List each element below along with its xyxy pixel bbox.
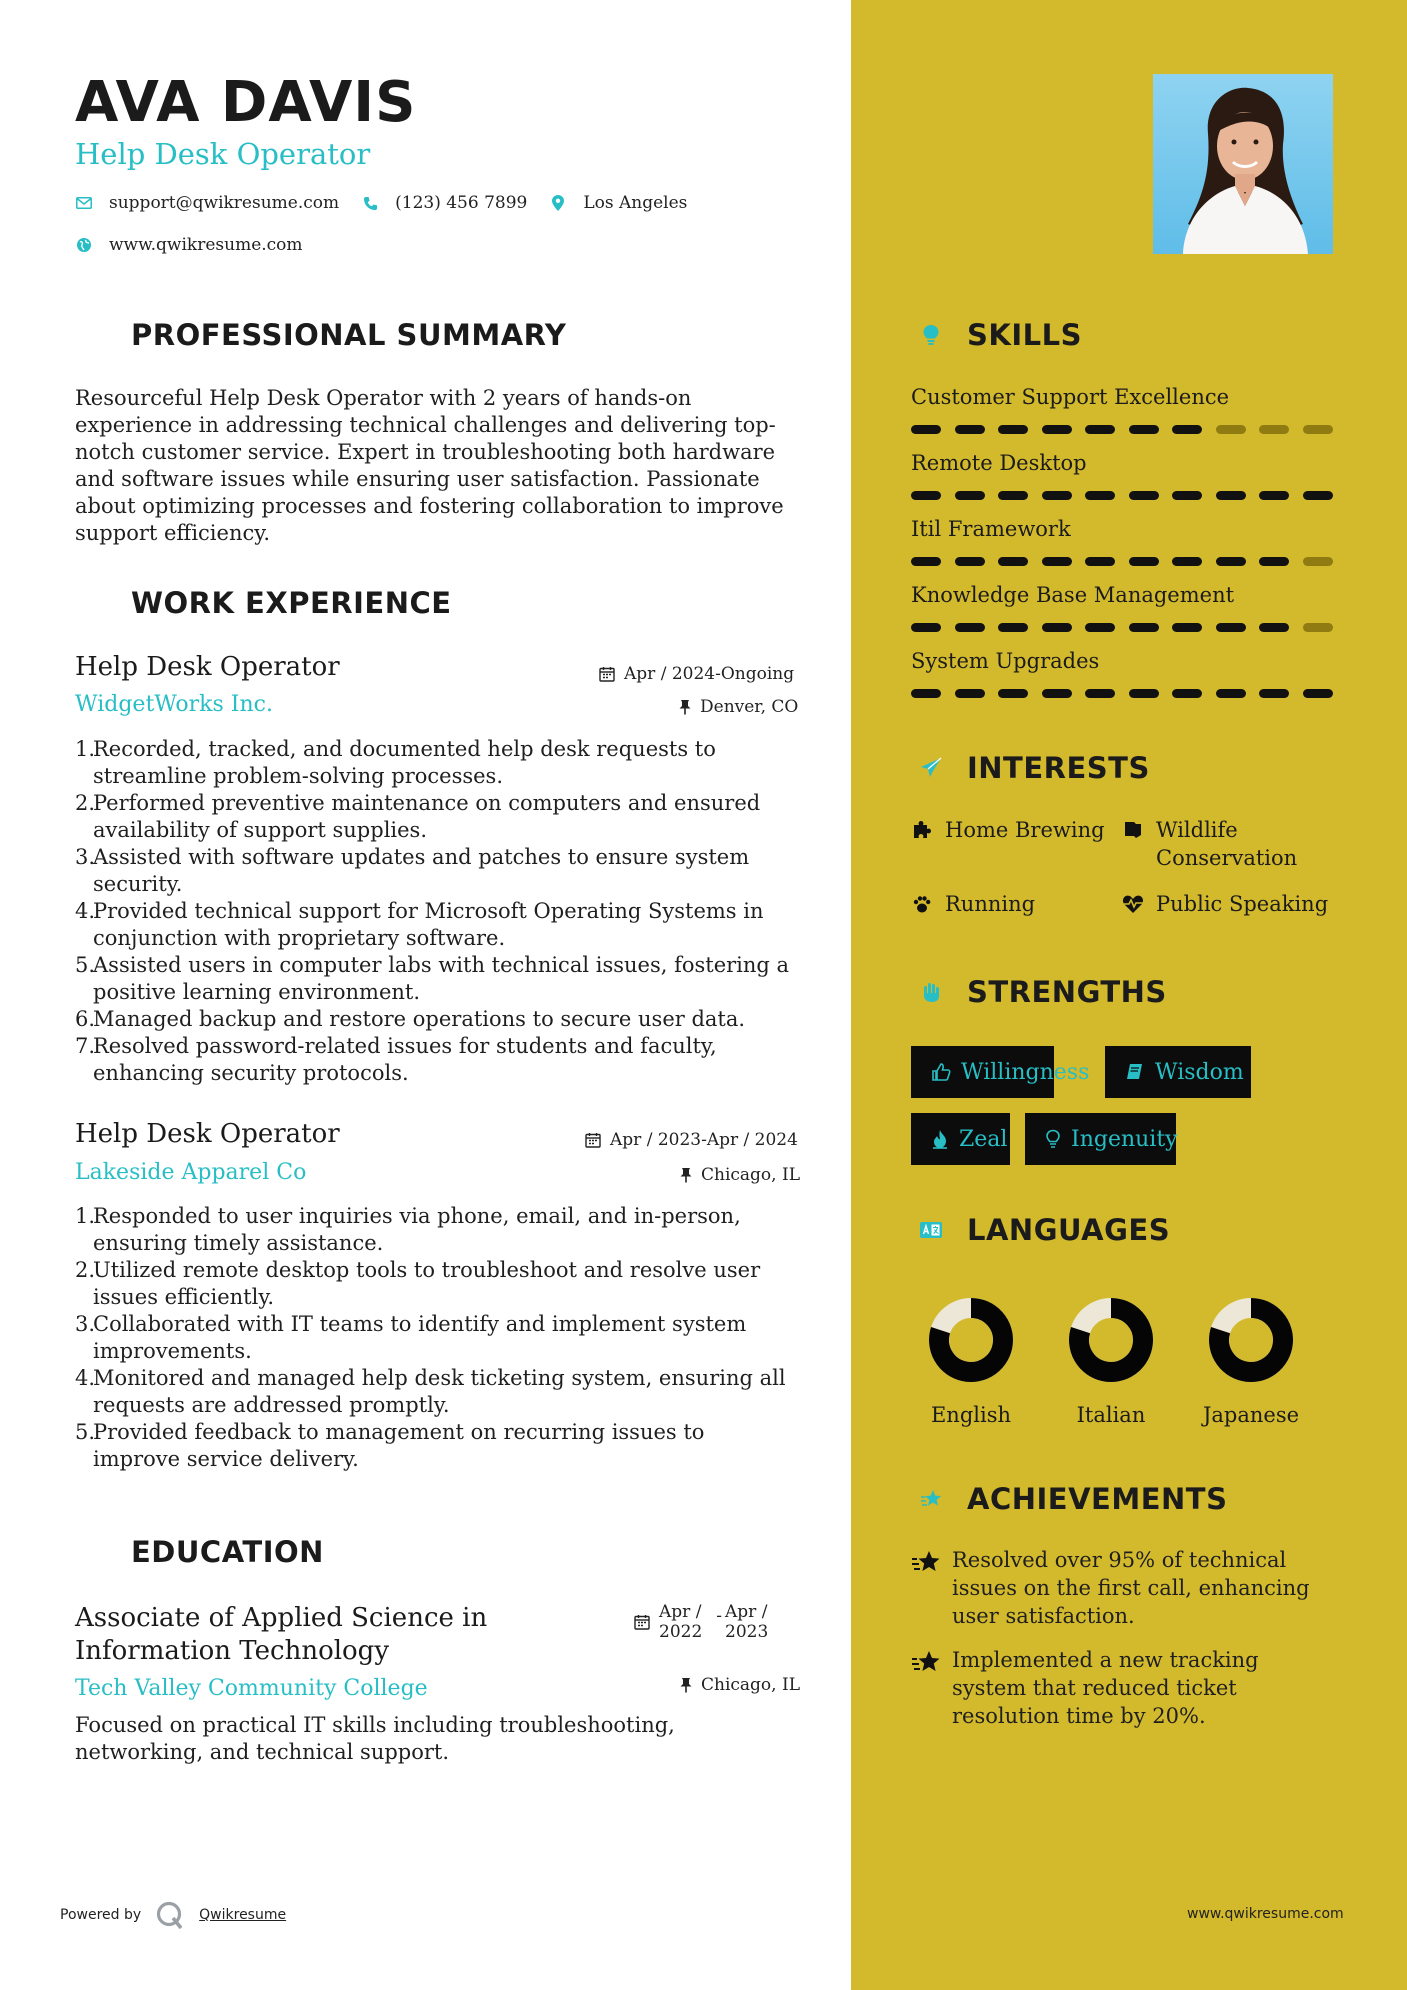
skill-name: System Upgrades (911, 649, 1100, 673)
skill-segment (1216, 425, 1246, 434)
strength-tag: Zeal (911, 1113, 1010, 1165)
languages-heading: LANGUAGES (911, 1210, 1170, 1250)
skill-segment (955, 689, 985, 698)
interests-heading: INTERESTS (911, 748, 1150, 788)
skill-segment (1042, 425, 1072, 434)
skill-segment (998, 623, 1028, 632)
achievement-item: Resolved over 95% of technical issues on the first call, enhancing user satisfaction. (911, 1546, 1331, 1630)
language-donut (926, 1295, 1016, 1385)
language-donut (1206, 1295, 1296, 1385)
skill-name: Remote Desktop (911, 451, 1087, 475)
fire-icon (931, 1129, 949, 1149)
office-chair-icon (75, 583, 115, 623)
skill-level-bar (911, 557, 1333, 566)
list-item: 3. Collaborated with IT teams to identify and implement system improvements. (75, 1312, 747, 1363)
job-date: Apr / 2023-Apr / 2024 (585, 1130, 798, 1150)
skill-segment (911, 425, 941, 434)
language-donut (1066, 1295, 1156, 1385)
skill-name: Customer Support Excellence (911, 385, 1230, 409)
job-title: Help Desk Operator (75, 652, 340, 682)
interest-item: Home Brewing (911, 816, 1105, 844)
education-rule (75, 1579, 791, 1583)
contact-phone[interactable]: (123) 456 7899 (395, 193, 528, 213)
skill-segment (1085, 689, 1115, 698)
pushpin-icon (679, 699, 691, 715)
strengths-heading: STRENGTHS (911, 972, 1167, 1012)
list-item: 3. Assisted with software updates and patches to ensure system security. (75, 845, 750, 896)
book-icon (1122, 816, 1144, 840)
skill-segment (1303, 623, 1333, 632)
skill-segment (911, 557, 941, 566)
skills-heading: SKILLS (911, 315, 1082, 355)
strength-tag: Ingenuity (1025, 1113, 1176, 1165)
skill-segment (1216, 623, 1246, 632)
language-name: Italian (1076, 1403, 1146, 1427)
education-text: Focused on practical IT skills including troubleshooting, networking, and technical support. (75, 1713, 675, 1764)
map-marker-icon (549, 194, 567, 212)
skill-name: Itil Framework (911, 517, 1071, 541)
list-item: 4. Provided technical support for Microsoft Operating Systems in conjunction with proprietary software. (75, 899, 764, 950)
pushpin-icon (680, 1167, 692, 1183)
skill-segment (1129, 623, 1159, 632)
strength-tag: Willingness (911, 1046, 1054, 1098)
list-item: 2. Utilized remote desktop tools to troubleshoot and resolve user issues efficiently. (75, 1258, 761, 1309)
skill-segment (998, 491, 1028, 500)
job-company: Lakeside Apparel Co (75, 1160, 307, 1185)
achievement-item: Implemented a new tracking system that reduced ticket resolution time by 20%. (911, 1646, 1331, 1730)
skill-segment (911, 689, 941, 698)
strengths-rule (911, 1019, 1333, 1023)
language-item (916, 1295, 1026, 1427)
summary-rule (75, 362, 791, 366)
globe-icon (75, 236, 93, 254)
heartbeat-icon (1122, 890, 1144, 914)
skill-segment (1216, 491, 1246, 500)
skill-name: Knowledge Base Management (911, 583, 1235, 607)
skill-segment (1129, 689, 1159, 698)
skill-segment (955, 491, 985, 500)
language-name: English (930, 1403, 1012, 1427)
skill-level-bar (911, 425, 1333, 434)
interest-item: Public Speaking (1122, 890, 1328, 918)
job-bullets (75, 1203, 795, 1473)
list-item: 5. Assisted users in computer labs with technical issues, fostering a positive learning environment. (75, 953, 790, 1004)
footer-site[interactable]: www.qwikresume.com (1187, 1906, 1344, 1922)
skill-level-bar (911, 689, 1333, 698)
skill-segment (1303, 689, 1333, 698)
footer-brand-link[interactable]: Qwikresume (199, 1907, 287, 1923)
education-degree: Associate of Applied Science in Information Technology (75, 1603, 488, 1666)
contact-row-primary (75, 193, 709, 213)
skill-segment (1172, 689, 1202, 698)
skill-segment (955, 425, 985, 434)
language-item (1196, 1295, 1306, 1427)
skill-segment (1172, 557, 1202, 566)
achievements-heading: ACHIEVEMENTS (911, 1479, 1227, 1519)
interests-rule (911, 796, 1333, 800)
paw-icon (911, 890, 933, 914)
calendar-icon (585, 1132, 601, 1148)
skill-segment (1259, 557, 1289, 566)
pushpin-icon (680, 1677, 692, 1693)
translate-icon (911, 1210, 951, 1250)
skill-segment (1303, 491, 1333, 500)
skill-segment (1216, 557, 1246, 566)
skill-segment (998, 557, 1028, 566)
job-date: Apr / 2024-Ongoing (599, 664, 794, 684)
education-location: Chicago, IL (680, 1675, 800, 1695)
experience-heading: WORK EXPERIENCE (75, 583, 452, 623)
lightbulb-icon (911, 315, 951, 355)
lightbulb-icon (1045, 1129, 1061, 1149)
job-title: Help Desk Operator (75, 1119, 340, 1149)
summary-heading: PROFESSIONAL SUMMARY (75, 315, 566, 355)
paper-plane-icon (911, 748, 951, 788)
footer-powered-by: Powered by Qwikresume (60, 1900, 286, 1930)
skill-segment (1172, 425, 1202, 434)
candidate-name: AVA DAVIS (75, 70, 417, 135)
book-icon (1125, 1062, 1145, 1082)
education-heading: EDUCATION (75, 1532, 324, 1572)
envelope-icon (75, 194, 93, 212)
list-item: 4. Monitored and managed help desk ticketing system, ensuring all requests are addressed promptly. (75, 1366, 786, 1417)
list-item: 1. Recorded, tracked, and documented help desk requests to streamline problem-solving processes. (75, 737, 716, 788)
skill-segment (1042, 689, 1072, 698)
candidate-role: Help Desk Operator (75, 137, 371, 171)
skill-segment (998, 689, 1028, 698)
skill-segment (1042, 557, 1072, 566)
graduate-icon (75, 1532, 115, 1572)
skill-segment (1259, 623, 1289, 632)
summary-text: Resourceful Help Desk Operator with 2 years of hands-on experience in addressing technical challenges and delivering top-notch customer service. Expert in troubleshooting both hardware and software issues while ensuring user satisfaction. Passionate about optimizing processes and fostering collaboration to improve support efficiency. (75, 386, 784, 545)
job-location: Denver, CO (679, 697, 798, 717)
strength-tag: Wisdom (1105, 1046, 1251, 1098)
skills-rule (911, 363, 1333, 367)
calendar-icon (634, 1602, 650, 1630)
job-location: Chicago, IL (680, 1165, 800, 1185)
skill-segment (1129, 557, 1159, 566)
skill-segment (1085, 557, 1115, 566)
list-item: 1. Responded to user inquiries via phone, email, and in-person, ensuring timely assistance. (75, 1204, 741, 1255)
education-dates: Apr / 2022 - Apr / 2023 (634, 1602, 768, 1642)
language-item (1056, 1295, 1166, 1427)
puzzle-icon (911, 816, 933, 840)
list-item: 2. Performed preventive maintenance on computers and ensured availability of support supplies. (75, 791, 761, 842)
experience-rule (75, 630, 791, 634)
skill-level-bar (911, 623, 1333, 632)
skill-segment (1085, 623, 1115, 632)
contact-website[interactable]: www.qwikresume.com (109, 235, 303, 255)
languages-rule (911, 1257, 1333, 1261)
phone-icon (361, 194, 379, 212)
list-item: 7. Resolved password-related issues for students and faculty, enhancing security protocols. (75, 1034, 717, 1085)
calendar-icon (599, 666, 615, 682)
contact-email[interactable]: support@qwikresume.com (109, 193, 340, 213)
profile-photo (1153, 74, 1333, 254)
star-icon (911, 1546, 941, 1630)
skill-segment (1259, 425, 1289, 434)
skill-segment (1085, 491, 1115, 500)
skill-segment (955, 623, 985, 632)
interest-item: Running (911, 890, 1035, 918)
contact-location: Los Angeles (583, 193, 688, 213)
star-icon (911, 1479, 951, 1519)
skill-segment (998, 425, 1028, 434)
skill-segment (1303, 425, 1333, 434)
list-item: 6. Managed backup and restore operations to secure user data. (75, 1007, 746, 1031)
skill-segment (1129, 491, 1159, 500)
skill-segment (955, 557, 985, 566)
skill-segment (1172, 491, 1202, 500)
raised-hand-icon (911, 972, 951, 1012)
achievements-rule (911, 1525, 1333, 1529)
skill-segment (911, 491, 941, 500)
skill-segment (1259, 491, 1289, 500)
user-icon (75, 315, 115, 355)
star-icon (911, 1646, 941, 1730)
skill-segment (1129, 425, 1159, 434)
education-school: Tech Valley Community College (75, 1676, 428, 1701)
list-item: 5. Provided feedback to management on recurring issues to improve service delivery. (75, 1420, 705, 1471)
skill-segment (1042, 491, 1072, 500)
skill-segment (1172, 623, 1202, 632)
skill-segment (1303, 557, 1333, 566)
qwikresume-logo-icon (155, 1900, 185, 1930)
thumbs-up-icon (931, 1062, 951, 1082)
skill-segment (1042, 623, 1072, 632)
language-name: Japanese (1202, 1403, 1300, 1427)
contact-row-secondary (75, 235, 325, 255)
skill-segment (1085, 425, 1115, 434)
skill-segment (911, 623, 941, 632)
interest-item: Wildlife Conservation (1122, 816, 1297, 872)
job-company: WidgetWorks Inc. (75, 692, 273, 717)
skill-segment (1216, 689, 1246, 698)
job-bullets (75, 736, 795, 1087)
skill-segment (1259, 689, 1289, 698)
skill-level-bar (911, 491, 1333, 500)
